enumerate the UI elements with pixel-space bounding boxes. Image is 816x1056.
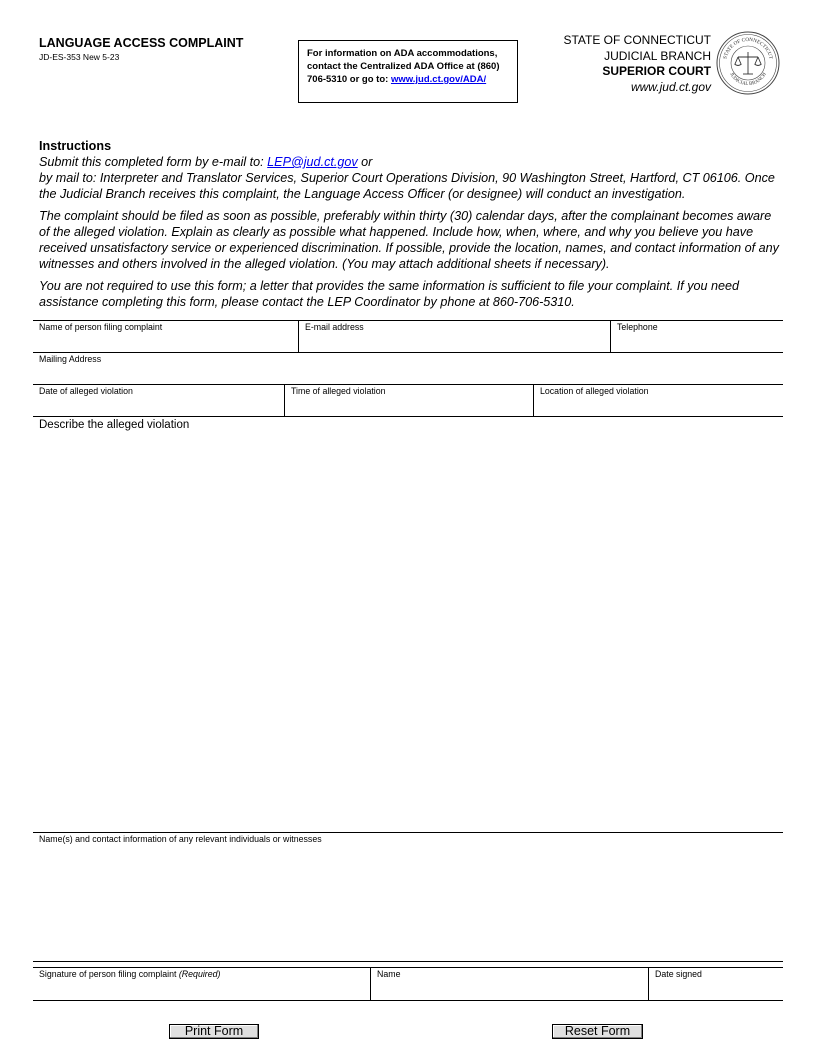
agency-court: SUPERIOR COURT bbox=[602, 64, 711, 78]
instructions-paragraph-2: The complaint should be filed as soon as possible, preferably within thirty (30) calendar days, after the complainant becomes aware of the alleged violation. Explain as clearly as possible what happened. Include how, when, where, and why you believe you have received unsatisfactory service or experienced discrimination. If possible, provide the location, names, and contact information of any witnesses and others involved in the alleged violation. (You may attach additional sheets if necessary). bbox=[39, 209, 779, 271]
instructions-paragraph-1: Submit this completed form by e-mail to: LEP@jud.ct.gov or by mail to: Interpreter and Translator Services, Superior Court Operations Division, 90 Washington Street, Hartford, CT 06106. Once the Judicial Branch receives this complaint, the Language Access Officer (or designee) will conduct an investigation. bbox=[39, 155, 775, 201]
svg-text:JUDICIAL BRANCH: JUDICIAL BRANCH bbox=[728, 72, 768, 88]
date-signed-label: Date signed bbox=[655, 969, 702, 979]
signature-field[interactable] bbox=[33, 968, 370, 1000]
address-row bbox=[33, 352, 783, 385]
print-form-button[interactable]: Print Form bbox=[169, 1024, 259, 1039]
instructions-paragraph-3: You are not required to use this form; a letter that provides the same information is sufficient to file your complaint. If you need assistance completing this form, please contact the LEP Coordinator by phone at 860-706-5310. bbox=[39, 279, 740, 309]
mailing-address-field[interactable] bbox=[33, 353, 783, 385]
form-title: LANGUAGE ACCESS COMPLAINT bbox=[39, 36, 244, 50]
email-field[interactable] bbox=[298, 321, 610, 353]
ada-info-text: For information on ADA accommodations, contact the Centralized ADA Office at (860) 706-5310 or go to: bbox=[307, 48, 500, 85]
signature-label: Signature of person filing complaint bbox=[39, 969, 177, 979]
telephone-label: Telephone bbox=[617, 322, 658, 332]
agency-state: STATE OF CONNECTICUT bbox=[563, 33, 711, 47]
form-number: JD-ES-353 New 5-23 bbox=[39, 52, 120, 62]
ada-link[interactable]: www.jud.ct.gov/ADA/ bbox=[390, 74, 487, 85]
witnesses-label: Name(s) and contact information of any relevant individuals or witnesses bbox=[39, 834, 322, 844]
mailing-address-label: Mailing Address bbox=[39, 354, 102, 364]
witnesses-field[interactable] bbox=[33, 832, 783, 962]
name-field[interactable] bbox=[33, 321, 298, 353]
date-violation-field[interactable] bbox=[33, 385, 284, 417]
location-violation-label: Location of alleged violation bbox=[540, 386, 649, 396]
time-violation-label: Time of alleged violation bbox=[291, 386, 386, 396]
date-violation-label: Date of alleged violation bbox=[39, 386, 133, 396]
agency-block bbox=[563, 33, 711, 95]
name-label: Name of person filing complaint bbox=[39, 322, 163, 332]
ada-info-box bbox=[298, 40, 518, 103]
instructions-heading: Instructions bbox=[39, 139, 112, 153]
agency-branch: JUDICIAL BRANCH bbox=[604, 48, 711, 63]
agency-website: www.jud.ct.gov bbox=[630, 79, 711, 94]
violation-row bbox=[33, 384, 783, 417]
telephone-field[interactable] bbox=[610, 321, 783, 353]
signer-name-field[interactable] bbox=[370, 968, 648, 1000]
time-violation-field[interactable] bbox=[284, 385, 533, 417]
instructions-section bbox=[39, 138, 779, 316]
date-signed-field[interactable] bbox=[648, 968, 783, 1000]
signer-name-label: Name bbox=[377, 969, 401, 979]
signature-row bbox=[33, 967, 783, 1001]
signature-required-label: (Required) bbox=[178, 969, 221, 979]
svg-text:STATE OF CONNECTICUT: STATE OF CONNECTICUT bbox=[722, 36, 774, 60]
judicial-seal-icon bbox=[716, 31, 780, 95]
location-violation-field[interactable] bbox=[533, 385, 783, 417]
email-label: E-mail address bbox=[305, 322, 364, 332]
reset-form-button[interactable]: Reset Form bbox=[552, 1024, 643, 1039]
describe-label: Describe the alleged violation bbox=[39, 419, 190, 431]
contact-row bbox=[33, 320, 783, 353]
description-field[interactable] bbox=[33, 416, 783, 832]
lep-email-link[interactable]: LEP@jud.ct.gov bbox=[267, 155, 358, 169]
